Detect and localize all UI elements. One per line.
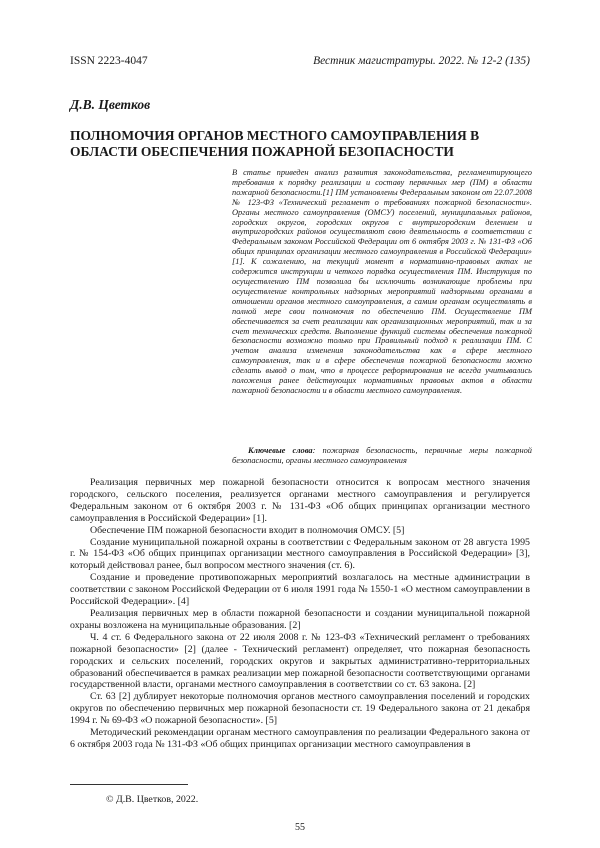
abstract: В статье приведен анализ развития законодательства, регламентирующего требования к порядку реализации и составу первичных мер (ПМ) в области пожарной безопасности.[1] ПМ установлены Федеральным законом от 22.07.2008 № 123-ФЗ «Технический регламент о требованиях пожарной безопасности». Органы местного самоуправления (ОМСУ) поселений, муниципальных районов, городских округов, городских округов с внутригородским делением и внутригородских районов осуществляют свою деятельность в соответствии с Федеральным законом Российской Федерации от 6 октября 2003 г. № 131-ФЗ «Об общих принципах организации местного самоуправления в Российской Федерации» [1]. К сожалению, на текущий момент в нормативно-правовых актах не содержится инструкции и четкого порядка осуществления ПМ. Инструкция по осуществлению ПМ позволила бы исключить возникающие проблемы при осуществление контрольных надзорных мероприятий надзорными органами в отношении органов местного самоуправления, а самим органам осуществлять в полной мере свои полномочия по обеспечению ПМ. Осуществление ПМ обеспечивается за счет реализации как организационных мероприятий, так и за счет технических средств. Выполнение функций системы обеспечения пожарной безопасности возможно только при Правильный подход к реализации ПМ. С учетом анализа изменения законодательства как в сфере местного самоуправления, так и в сфере обеспечения пожарной безопасности можно сделать вывод о том, что в процессе реформирования не всегда учитывались положения ранее действующих нормативных правовых актов в области пожарной безопасности и в области местного самоуправления.	[232, 168, 532, 395]
body-paragraph: Методический рекомендации органам местного самоуправления по реализации Федерального закона от 6 октября 2003 года № 131-ФЗ «Об общих принципах организации местного самоуправления в	[70, 727, 530, 750]
body-paragraph: Создание муниципальной пожарной охраны в соответствии с Федеральным законом от 28 августа 1995 г. № 154-ФЗ «Об общих принципах организации местного самоуправления в Российской Федерации» [3], который действовал ранее, был вопросом местного значения (ст. 6).	[70, 536, 530, 572]
footnote-divider	[70, 784, 188, 785]
article-title: ПОЛНОМОЧИЯ ОРГАНОВ МЕСТНОГО САМОУПРАВЛЕНИЯ В ОБЛАСТИ ОБЕСПЕЧЕНИЯ ПОЖАРНОЙ БЕЗОПАСНОСТИ	[70, 128, 480, 159]
body-paragraph: Обеспечение ПМ пожарной безопасности входит в полномочия ОМСУ. [5]	[90, 524, 405, 536]
keywords	[232, 446, 532, 466]
body-paragraph: Реализация первичных мер в области пожарной безопасности и создании муниципальной пожарной охраны возложена на муниципальные образования. [2]	[70, 607, 530, 631]
body-paragraph: Ст. 63 [2] дублирует некоторые полномочия органов местного самоуправления поселений и городских округов по обеспечению первичных мер пожарной безопасности ст. 19 Федерального закона от 21 декабря 1994 г. № 69-ФЗ «О пожарной безопасности». [5]	[70, 691, 530, 727]
body-paragraph: Создание и проведение противопожарных мероприятий возлагалось на местные администрации в соответствии с законом Российской Федерации от 6 июля 1991 года № 1550-1 «О местном самоуправлении в Российской Федерации». [4]	[70, 572, 530, 608]
body-paragraph: Ч. 4 ст. 6 Федерального закона от 22 июля 2008 г. № 123-ФЗ «Технический регламент о требованиях пожарной безопасности» [2] (далее - Технический регламент) определяет, что пожарная безопасность городских и сельских поселений, городских округов и закрытых административно-территориальных образований обеспечивается в рамках реализации мер пожарной безопасности соответствующими органами государственной власти, органами местного самоуправления в соответствии со ст. 63 закона. [2]	[70, 631, 530, 691]
keywords-label: Ключевые слова	[248, 446, 313, 455]
body-paragraph: Реализация первичных мер пожарной безопасности относится к вопросам местного значения городского, сельского поселения, реализуется органами местного самоуправления и регулируется Федеральным законом от 6 октября 2003 г. № 131-ФЗ «Об общих принципах организации местного самоуправления в Российской Федерации» [1].	[70, 477, 530, 524]
page-number: 55	[295, 822, 305, 833]
author-name: Д.В. Цветков	[70, 97, 151, 112]
copyright-footnote: © Д.В. Цветков, 2022.	[106, 794, 199, 805]
issn-label: ISSN 2223-4047	[70, 55, 148, 67]
article-body	[70, 477, 530, 751]
journal-citation: Вестник магистратуры. 2022. № 12-2 (135)	[313, 55, 530, 67]
keywords-text: : пожарная безопасность, первичные меры пожарной безопасности, органы местного самоуправления	[232, 446, 532, 465]
